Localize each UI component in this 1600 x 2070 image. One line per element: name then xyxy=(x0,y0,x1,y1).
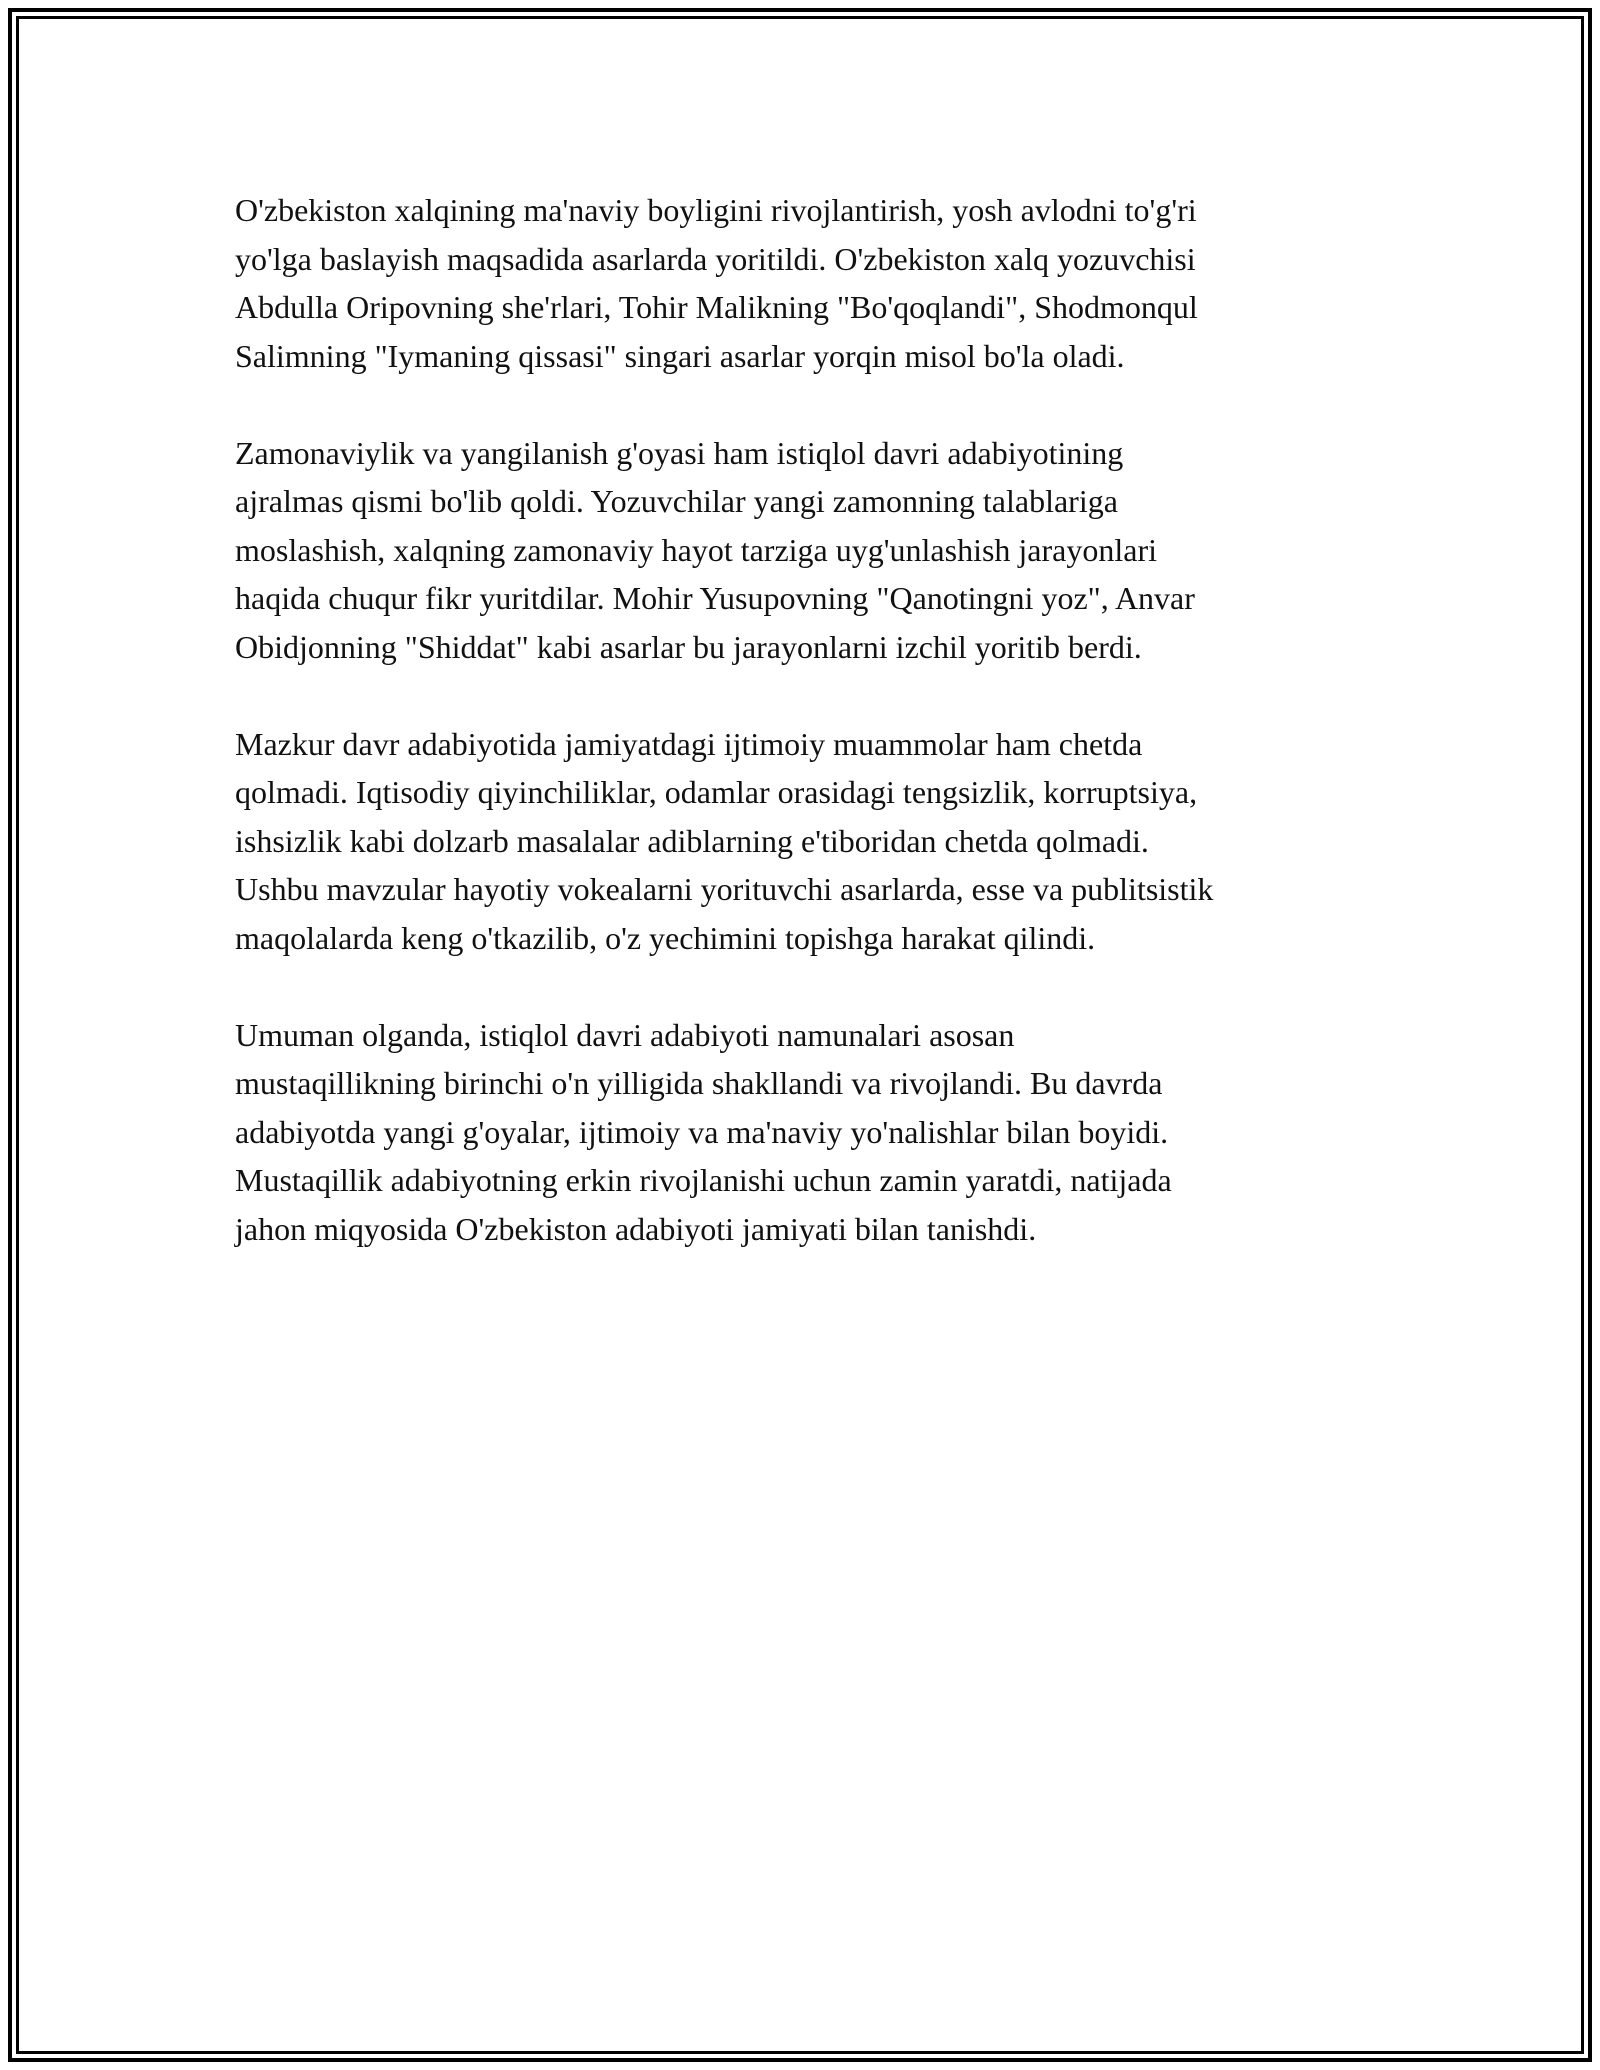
text-line: Mazkur davr adabiyotida jamiyatdagi ijtimoiy muammolar ham chetda xyxy=(235,725,1143,762)
text-line: Abdulla Oripovning she'rlari, Tohir Malikning "Bo'qoqlandi", Shodmonqul xyxy=(235,289,1198,325)
paragraph-2 xyxy=(235,429,1365,672)
text-line: adabiyotda yangi g'oyalar, ijtimoiy va ma'naviy yo'nalishlar bilan boyidi. xyxy=(235,1113,1169,1150)
text-line: O'zbekiston xalqining ma'naviy boyligini rivojlantirish, yosh avlodni to'g'ri xyxy=(235,192,1197,228)
text-line: yo'lga baslayish maqsadida asarlarda yoritildi. O'zbekiston xalq yozuvchisi xyxy=(235,240,1196,277)
text-line: mustaqillikning birinchi o'n yilligida shakllandi va rivojlandi. Bu davrda xyxy=(235,1065,1163,1101)
paragraph-1 xyxy=(235,186,1365,380)
text-line: qolmadi. Iqtisodiy qiyinchiliklar, odamlar orasidagi tengsizlik, korruptsiya, xyxy=(235,774,1198,810)
text-line: ishsizlik kabi dolzarb masalalar adiblarning e'tiboridan chetda qolmadi. xyxy=(235,822,1149,859)
text-line: Ushbu mavzular hayotiy vokealarni yorituvchi asarlarda, esse va publitsistik xyxy=(235,871,1214,907)
text-line: Salimning "Iymaning qissasi" singari asarlar yorqin misol bo'la oladi. xyxy=(235,337,1125,374)
text-line: Mustaqillik adabiyotning erkin rivojlanishi uchun zamin yaratdi, natijada xyxy=(235,1162,1172,1198)
text-line: maqolalarda keng o'tkazilib, o'z yechimini topishga harakat qilindi. xyxy=(235,919,1096,956)
paragraph-4 xyxy=(235,1011,1365,1254)
text-line: haqida chuqur fikr yuritdilar. Mohir Yusupovning "Qanotingni yoz", Anvar xyxy=(235,580,1195,616)
text-line: Zamonaviylik va yangilanish g'oyasi ham istiqlol davri adabiyotining xyxy=(235,434,1124,471)
document-body xyxy=(235,186,1365,1302)
text-line: moslashish, xalqning zamonaviy hayot tarziga uyg'unlashish jarayonlari xyxy=(235,531,1157,568)
text-line: Umuman olganda, istiqlol davri adabiyoti namunalari asosan xyxy=(235,1016,1015,1053)
paragraph-3 xyxy=(235,720,1365,963)
text-line: ajralmas qismi bo'lib qoldi. Yozuvchilar yangi zamonning talablariga xyxy=(235,483,1118,519)
text-line: jahon miqyosida O'zbekiston adabiyoti jamiyati bilan tanishdi. xyxy=(235,1210,1037,1247)
text-line: Obidjonning "Shiddat" kabi asarlar bu jarayonlarni izchil yoritib berdi. xyxy=(235,628,1142,665)
